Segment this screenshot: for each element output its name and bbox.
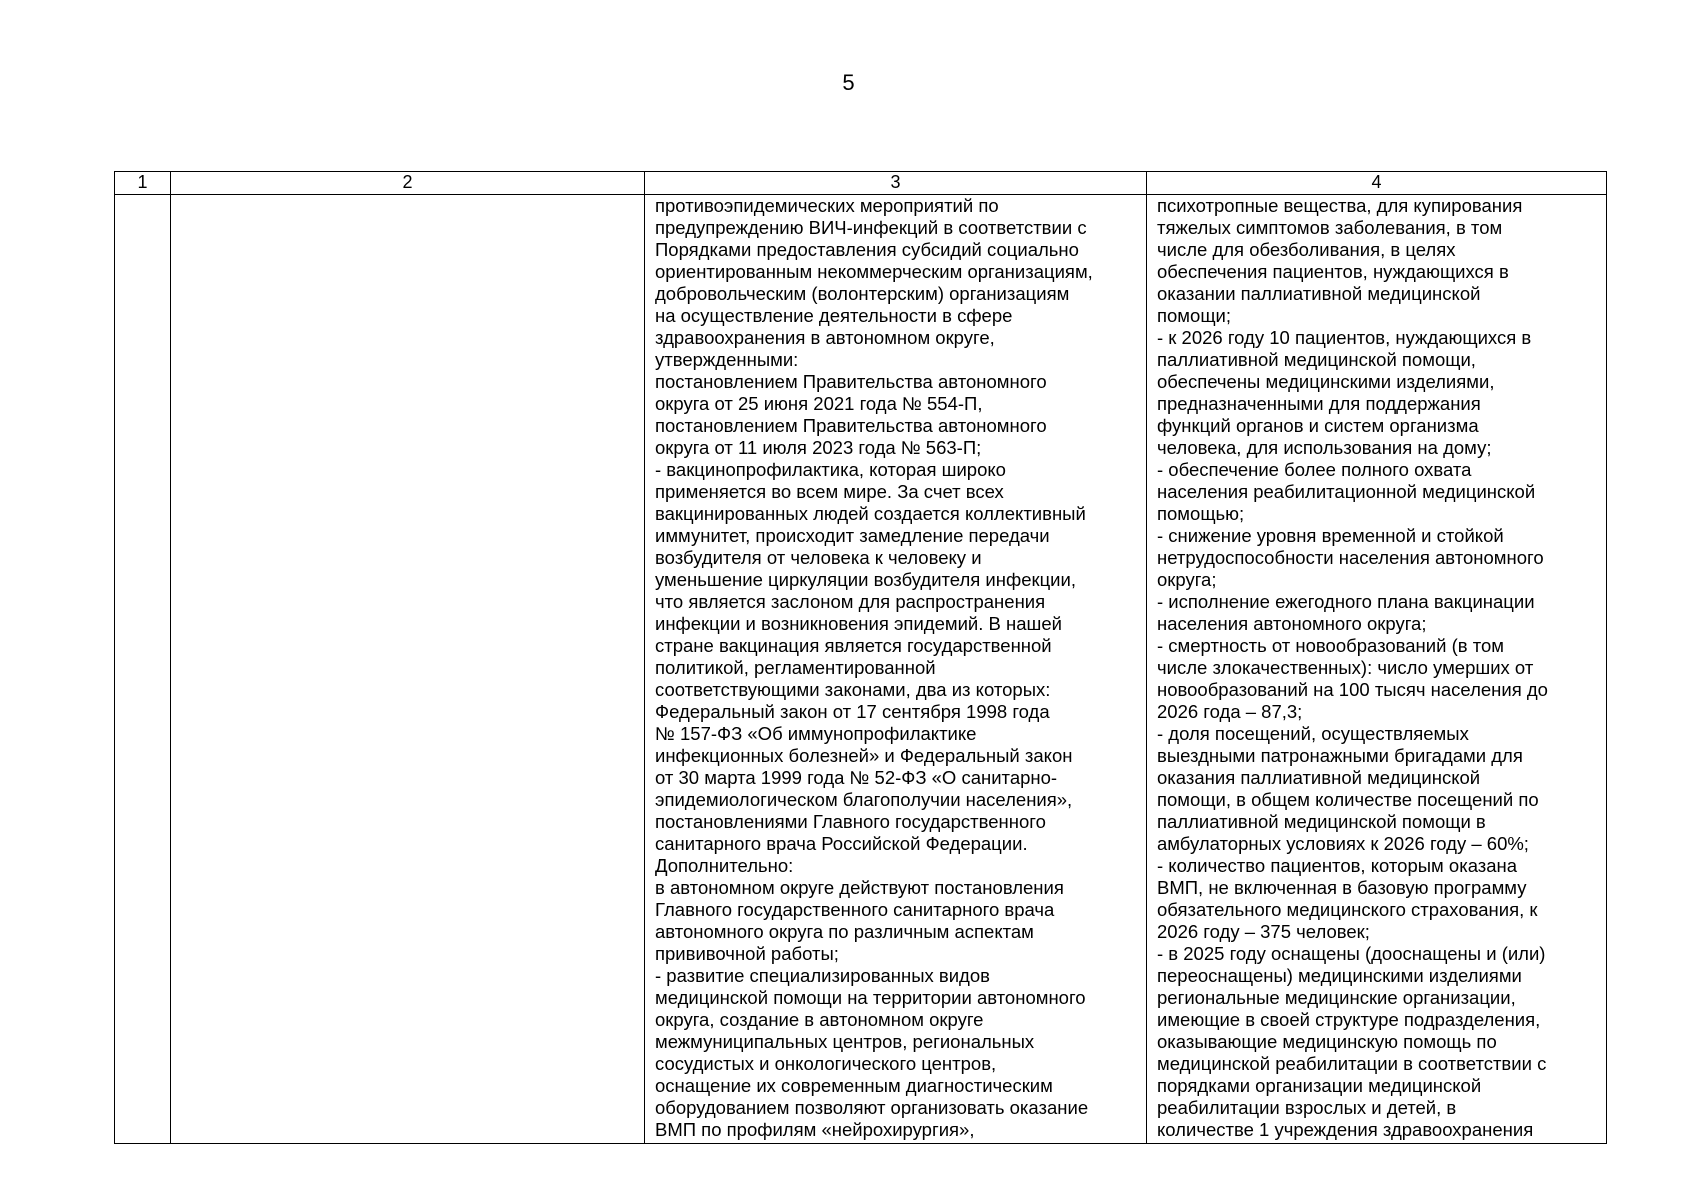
text-line: - обеспечение более полного охвата [1157,459,1472,480]
text-line: оборудованием позволяют организовать оказание [655,1097,1089,1118]
text-line: - вакцинопрофилактика, которая широко [655,459,1006,480]
text-line: - доля посещений, осуществляемых [1157,723,1469,744]
text-line: 2026 года – 87,3; [1157,701,1303,722]
text-line: психотропные вещества, для купирования [1157,195,1523,216]
text-line: иммунитет, происходит замедление передачи [655,525,1050,546]
text-line: политикой, регламентированной [655,657,936,678]
page-number: 5 [842,70,855,95]
text-line: ВМП по профилям «нейрохирургия», [655,1119,975,1140]
text-line: Федеральный закон от 17 сентября 1998 года [655,701,1050,722]
text-line: предупреждению ВИЧ-инфекций в соответствии с [655,217,1087,238]
text-line: оказывающие медицинскую помощь по [1157,1031,1497,1052]
text-line: санитарного врача Российской Федерации. [655,833,1028,854]
text-line: постановлением Правительства автономного [655,415,1047,436]
cell-col-1 [115,195,171,1144]
text-line: от 30 марта 1999 года № 52-ФЗ «О санитарно- [655,767,1058,788]
text-line: Главного государственного санитарного врача [655,899,1055,920]
text-line: добровольческим (волонтерским) организациям [655,283,1070,304]
text-line: предназначенными для поддержания [1157,393,1481,414]
text-line: тяжелых симптомов заболевания, в том [1157,217,1503,238]
text-line: - исполнение ежегодного плана вакцинации [1157,591,1535,612]
text-line: межмуниципальных центров, региональных [655,1031,1035,1052]
text-line: обеспечения пациентов, нуждающихся в [1157,261,1509,282]
header-col-1: 1 [115,172,171,195]
text-line: помощи, в общем количестве посещений по [1157,789,1539,810]
text-line: инфекционных болезней» и Федеральный закон [655,745,1073,766]
col-3-text [645,195,1146,1141]
text-line: округа от 25 июня 2021 года № 554-П, [655,393,983,414]
text-line: на осуществление деятельности в сфере [655,305,1013,326]
text-line: здравоохранения в автономном округе, [655,327,995,348]
text-line: паллиативной медицинской помощи в [1157,811,1486,832]
text-line: вакцинированных людей создается коллективный [655,503,1086,524]
cell-col-3 [645,195,1147,1144]
text-line: - в 2025 году оснащены (дооснащены и (или) [1157,943,1546,964]
text-line: округа от 11 июля 2023 года № 563-П; [655,437,982,458]
text-line: помощи; [1157,305,1232,326]
text-line: автономного округа по различным аспектам [655,921,1034,942]
text-line: 2026 году – 375 человек; [1157,921,1370,942]
text-line: количестве 1 учреждения здравоохранения [1157,1119,1534,1140]
text-line: нетрудоспособности населения автономного [1157,547,1544,568]
cell-col-2 [171,195,645,1144]
text-line: обеспечены медицинскими изделиями, [1157,371,1495,392]
text-line: - к 2026 году 10 пациентов, нуждающихся в [1157,327,1532,348]
text-line: - количество пациентов, которым оказана [1157,855,1518,876]
text-line: уменьшение циркуляции возбудителя инфекции, [655,569,1076,590]
text-line: № 157-ФЗ «Об иммунопрофилактике [655,723,977,744]
text-line: в автономном округе действуют постановления [655,877,1064,898]
text-line: помощью; [1157,503,1245,524]
text-line: противоэпидемических мероприятий по [655,195,999,216]
text-line: утвержденными: [655,349,799,370]
text-line: прививочной работы; [655,943,839,964]
text-line: стране вакцинация является государственной [655,635,1052,656]
table-row [115,195,1607,1144]
text-line: обязательного медицинского страхования, к [1157,899,1538,920]
header-col-4: 4 [1147,172,1607,195]
text-line: Порядками предоставления субсидий социально [655,239,1079,260]
text-line: ВМП, не включенная в базовую программу [1157,877,1527,898]
text-line: человека, для использования на дому; [1157,437,1492,458]
text-line: Дополнительно: [655,855,794,876]
header-col-3: 3 [645,172,1147,195]
text-line: округа, создание в автономном округе [655,1009,984,1030]
text-line: соответствующими законами, два из которых: [655,679,1051,700]
text-line: числе злокачественных): число умерших от [1157,657,1534,678]
text-line: сосудистых и онкологического центров, [655,1053,997,1074]
text-line: постановлениями Главного государственного [655,811,1046,832]
text-line: инфекции и возникновения эпидемий. В нашей [655,613,1062,634]
text-line: числе для обезболивания, в целях [1157,239,1456,260]
text-line: населения реабилитационной медицинской [1157,481,1536,502]
text-line: медицинской реабилитации в соответствии с [1157,1053,1547,1074]
text-line: региональные медицинские организации, [1157,987,1516,1008]
text-line: округа; [1157,569,1217,590]
text-line: выездными патронажными бригадами для [1157,745,1523,766]
text-line: оказании паллиативной медицинской [1157,283,1481,304]
text-line: имеющие в своей структуре подразделения, [1157,1009,1541,1030]
text-line: применяется во всем мире. За счет всех [655,481,1004,502]
text-line: паллиативной медицинской помощи, [1157,349,1476,370]
text-line: эпидемиологическом благополучии населения», [655,789,1073,810]
text-line: переоснащены) медицинскими изделиями [1157,965,1522,986]
text-line: функций органов и систем организма [1157,415,1479,436]
text-line: населения автономного округа; [1157,613,1427,634]
document-table [114,171,1607,1144]
text-line: оснащение их современным диагностическим [655,1075,1053,1096]
text-line: порядками организации медицинской [1157,1075,1482,1096]
text-line: - снижение уровня временной и стойкой [1157,525,1504,546]
text-line: медицинской помощи на территории автономного [655,987,1086,1008]
text-line: - смертность от новообразований (в том [1157,635,1504,656]
text-line: новообразований на 100 тысяч населения до [1157,679,1548,700]
cell-col-4 [1147,195,1607,1144]
text-line: - развитие специализированных видов [655,965,990,986]
text-line: амбулаторных условиях к 2026 году – 60%; [1157,833,1529,854]
table-header-row [115,172,1607,195]
text-line: возбудителя от человека к человеку и [655,547,982,568]
text-line: что является заслоном для распространения [655,591,1046,612]
text-line: постановлением Правительства автономного [655,371,1047,392]
col-4-text [1147,195,1606,1141]
text-line: ориентированным некоммерческим организациям, [655,261,1093,282]
text-line: реабилитации взрослых и детей, в [1157,1097,1457,1118]
header-col-2: 2 [171,172,645,195]
text-line: оказания паллиативной медицинской [1157,767,1481,788]
